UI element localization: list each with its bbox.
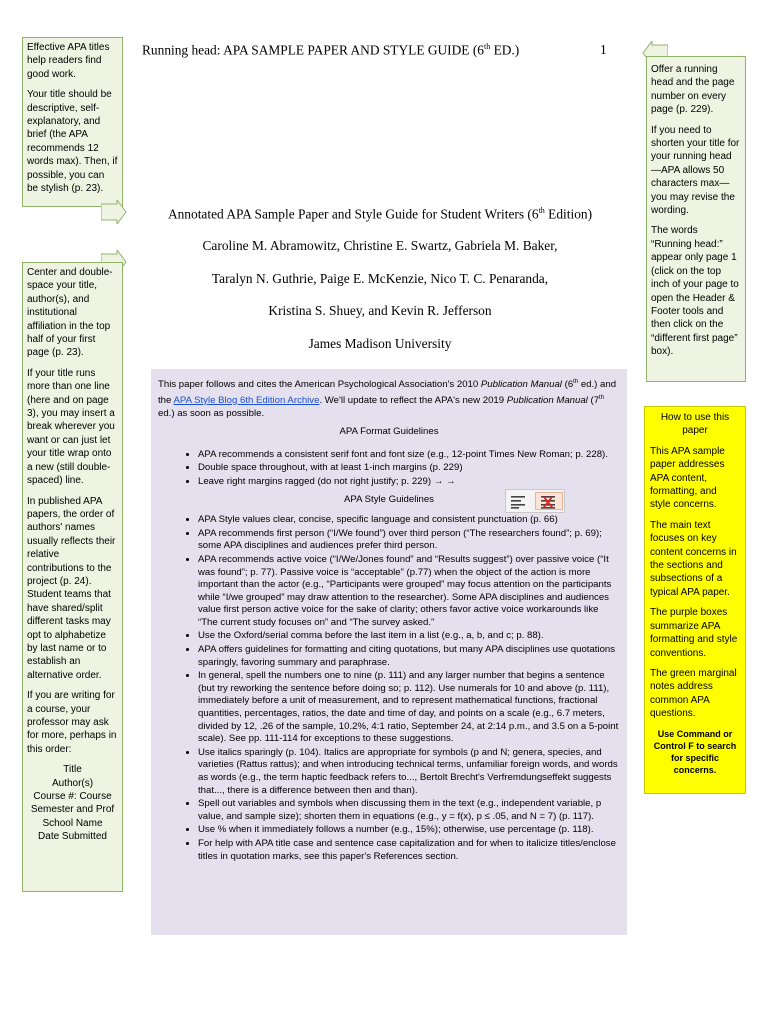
order-item: Semester and Prof bbox=[30, 804, 115, 816]
order-item: Author(s) bbox=[51, 777, 94, 789]
blog-archive-link[interactable]: APA Style Blog 6th Edition Archive bbox=[173, 394, 320, 406]
list-item: • Use italics sparingly (p. 104). Italics are appropriate for symbols (p and N; genera, species, and varieties (Rattus rattus); and when introducing technical terms, unfamiliar foreign words, and words as words (e.g., the term haptic feedback refers to..., Bertolt Brecht's Verfremdungseffekt suggests that..., there is a difference between then and than). bbox=[198, 747, 620, 797]
order-item: Course #: Course bbox=[33, 791, 112, 803]
title-sup: th bbox=[538, 206, 545, 215]
running-head-text: Running head: APA SAMPLE PAPER AND STYLE GUIDE (6 bbox=[142, 42, 484, 58]
format-heading: APA Format Guidelines bbox=[339, 426, 439, 438]
style-list bbox=[158, 514, 620, 863]
align-left-icon bbox=[511, 495, 527, 509]
list-item: • APA recommends a consistent serif font and font size (e.g., 12-point Times New Roman; p. 228). bbox=[198, 449, 620, 462]
note-text: Effective APA titles help readers find good work. bbox=[27, 42, 110, 80]
order-item: Title bbox=[63, 764, 82, 776]
note-text: If you are writing for a course, your professor may ask for more, perhaps in this order: bbox=[27, 690, 117, 755]
justify-x-icon bbox=[541, 495, 557, 509]
running-head-end: ED.) bbox=[490, 42, 520, 58]
arrow-right-icon bbox=[101, 200, 127, 224]
note-text: If your title runs more than one line (here and on page 3), you may insert a break wherever you want or can just let your title wrap onto a new (still double-spaced) line. bbox=[27, 367, 115, 487]
note-text: If you need to shorten your title for your running head—APA allows 50 characters max—you may revise the wording. bbox=[651, 124, 740, 217]
note-text: Offer a running head and the page number on every page (p. 229). bbox=[651, 64, 735, 116]
list-item: • APA recommends first person (“I/We found”) over third person (“The researchers found”; p. 69); some APA disciplines and audiences prefer third person. bbox=[198, 528, 620, 553]
list-item: • Use the Oxford/serial comma before the last item in a list (e.g., a, b, and c; p. 88). bbox=[198, 630, 620, 643]
margin-note-running-head bbox=[646, 56, 746, 382]
order-list bbox=[27, 763, 118, 843]
order-item: Date Submitted bbox=[38, 831, 107, 843]
list-item: • APA Style values clear, concise, specific language and consistent punctuation (p. 66) bbox=[198, 514, 620, 527]
alignment-icons bbox=[505, 489, 565, 513]
paper-title bbox=[145, 206, 615, 222]
format-list bbox=[158, 449, 620, 489]
margin-note-layout bbox=[22, 262, 123, 892]
running-head-sup: th bbox=[484, 42, 491, 51]
list-item: • Double space throughout, with at least 1-inch margins (p. 229) bbox=[198, 462, 620, 475]
intro-paragraph: This paper follows and cites the American Psychological Association's 2010 Publication Manual (6th ed.) and the APA Style Blog 6th Edition Archive. We'll update to reflect the APA's new 2019 Publication Manual (7th ed.) as soon as possible. bbox=[158, 379, 617, 419]
yellow-heading: How to use this paper bbox=[660, 412, 730, 437]
how-to-use-box bbox=[644, 406, 746, 794]
title-end: Edition) bbox=[544, 206, 593, 222]
guidelines-box bbox=[151, 369, 627, 935]
authors-line: Taralyn N. Guthrie, Paige E. McKenzie, Nico T. C. Penaranda, bbox=[211, 271, 549, 286]
note-text: Center and double-space your title, author(s), and institutional affiliation in the top half of your first page (p. 23). bbox=[27, 267, 113, 359]
list-item: • For help with APA title case and sentence case capitalization and for when to italicize titles/enclose titles in quotation marks, see this paper's References section. bbox=[198, 838, 620, 863]
note-text: Your title should be descriptive, self-explanatory, and brief (the APA recommends 12 words max). Then, if possible, you can be stylish (p. 23). bbox=[27, 89, 118, 195]
note-text: In published APA papers, the order of authors' names usually reflects their relative contributions to the project (p. 24). Student teams that have shared/split different tasks may opt to alphabetize by last name or to establish an alternative order. bbox=[27, 495, 116, 681]
authors-line: Kristina S. Shuey, and Kevin R. Jefferson bbox=[268, 303, 492, 318]
yellow-text: The purple boxes summarize APA formatting and style conventions. bbox=[650, 607, 738, 659]
list-item: • In general, spell the numbers one to nine (p. 111) and any larger number that begins a sentence (but try reworking the sentence before doing so; p. 112). Use numerals for 10 and above (p. 111), immediately before a unit of measurement, and to represent mathematical functions, fractional quantities, percentages, ratios, the date and time of day, and points on a scale (e.g., 6.7 meters, divided by 12, .26 of the sample, 10.2%, 4:1 ratio, September 24, at 2:14 p.m., and 3.5 on a 5-point scale). See pp. 111-114 for exceptions to these suggestions. bbox=[198, 670, 620, 746]
running-head bbox=[142, 42, 519, 58]
page-number: 1 bbox=[600, 42, 607, 57]
order-item: School Name bbox=[42, 817, 103, 829]
yellow-text: The main text focuses on key content concerns in the sections and subsections of a typical APA paper. bbox=[650, 519, 737, 598]
note-text: The words “Running head:” appear only page 1 (click on the top inch of your page to open the Header & Footer tools and then click on the “different first page” box). bbox=[651, 225, 739, 358]
yellow-text: The green marginal notes address common APA questions. bbox=[650, 667, 737, 720]
yellow-footer: Use Command or Control F to search for specific concerns. bbox=[653, 728, 737, 775]
yellow-text: This APA sample paper addresses APA content, formatting, and style concerns. bbox=[650, 445, 725, 511]
authors-line: Caroline M. Abramowitz, Christine E. Swartz, Gabriela M. Baker, bbox=[202, 238, 558, 253]
list-item: • Spell out variables and symbols when discussing them in the text (e.g., independent variable, p value, and sample size); shorten them in equations (e.g., y = f(x), p ≤ .05, and N = 7) (p. 117). bbox=[198, 798, 620, 823]
list-item: • APA offers guidelines for formatting and citing quotations, but many APA disciplines use quotations sparingly, favoring summary and paraphrase. bbox=[198, 644, 620, 669]
institution: James Madison University bbox=[308, 336, 452, 351]
list-item: • Leave right margins ragged (do not right justify; p. 229) → → bbox=[198, 476, 620, 489]
list-item: • Use % when it immediately follows a number (e.g., 15%); otherwise, use percentage (p. 118). bbox=[198, 824, 620, 837]
list-item: • APA recommends active voice (“I/We/Jones found” and “Results suggest”) over passive voice (“It was found”; p. 77). Passive voice is “acceptable” (p.77) when the object of the action is more important than the actor (e.g., “Participants were grouped” may focus attention on the participants while “I/we grouped” may draw attention to the researcher). Some APA disciplines and audiences value first person active voice for the sake of clarity; others favor active voice workarounds like “The current study focuses on” and “The survey asked.” bbox=[198, 554, 620, 630]
style-heading: APA Style Guidelines bbox=[344, 493, 434, 505]
margin-note-title bbox=[22, 37, 123, 207]
title-text: Annotated APA Sample Paper and Style Guide for Student Writers (6 bbox=[167, 206, 539, 222]
